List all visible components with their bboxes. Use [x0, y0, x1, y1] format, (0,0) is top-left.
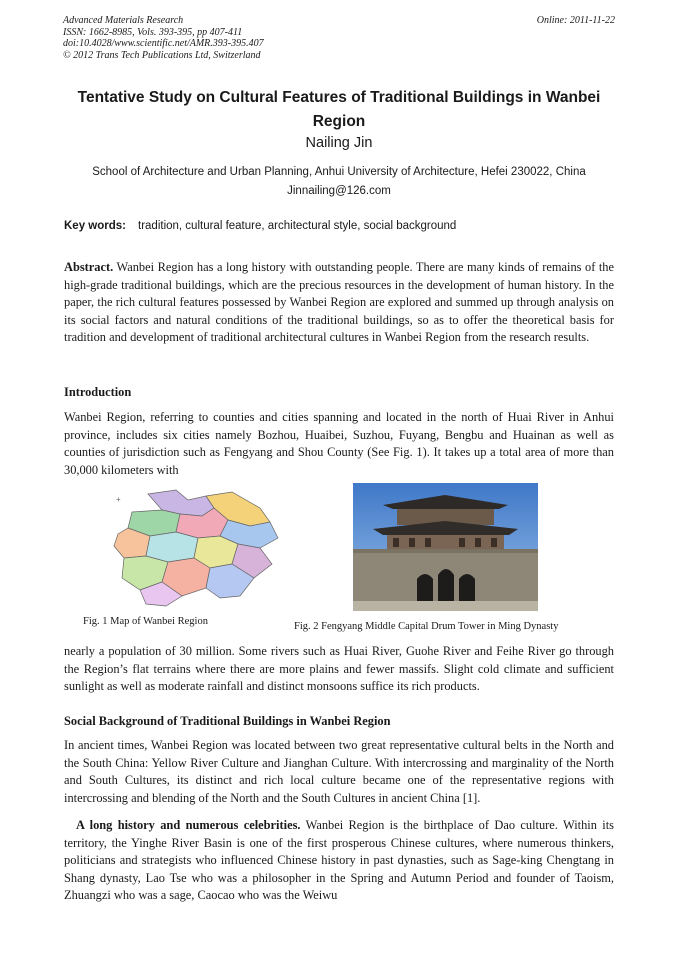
paper-title: Tentative Study on Cultural Features of Traditional Buildings in Wanbei Region	[77, 89, 601, 130]
doi-line: doi:10.4028/www.scientific.net/AMR.393-395.407	[63, 38, 264, 49]
introduction-heading: Introduction	[64, 385, 132, 399]
author-name: Nailing Jin	[305, 135, 373, 151]
affiliation-block	[40, 163, 638, 201]
social-paragraph-1: In ancient times, Wanbei Region was located between two great representative cultural belts in the North and the South China: Yellow River Culture and Jianghan Culture. With intercrossing and marginality of the North and South Cultures, its distinct and rich local culture became one of the representative regions with intercrossing and blending of the North and the South Cultures in ancient China [1].	[64, 738, 614, 805]
fig1-caption: Fig. 1 Map of Wanbei Region	[83, 616, 208, 627]
introduction-paragraph-2: nearly a population of 30 million. Some rivers such as Huai River, Guohe River and Feihe River go through the Region’s flat terrains where there are more plains and fewer massifs. Slight cold climate and sufficient sunlight as well as moderate rainfall and distinct monsoons suffice its rich products.	[64, 644, 614, 694]
affiliation: School of Architecture and Urban Planning, Anhui University of Architecture, Hefei 230022, China	[92, 166, 586, 178]
introduction-paragraph-1: Wanbei Region, referring to counties and cities spanning and located in the north of Huai River in Anhui province, includes six cities namely Bozhou, Huaibei, Suzhou, Fuyang, Bengbu and Huainan as well as counties of jurisdiction such as Fengyang and Shou County (See Fig. 1). It takes up a total area of more than 30,000 kilometers with	[64, 410, 614, 477]
abstract-label: Abstract.	[64, 260, 114, 274]
svg-text:+: +	[116, 495, 121, 504]
abstract-text: Wanbei Region has a long history with outstanding people. There are many kinds of remains of the high-grade traditional buildings, which are the precious resources in the development of human history. In the paper, the rich cultural features possessed by Wanbei Region are explored and summed up through analysis on its social factors and natural conditions of the traditional buildings, so as to offer the theoretical basis for tradition and development of traditional architectural cultures in Wanbei Region from the research results.	[64, 260, 615, 345]
keywords-line	[64, 220, 614, 232]
social-background-heading: Social Background of Traditional Buildings in Wanbei Region	[64, 714, 391, 728]
online-date: Online: 2011-11-22	[536, 15, 615, 26]
drum-tower-photo	[353, 483, 538, 611]
copyright-line: © 2012 Trans Tech Publications Ltd, Switzerland	[63, 49, 261, 61]
author-email[interactable]: Jinnailing@126.com	[287, 185, 391, 197]
keywords-label: Key words:	[64, 220, 126, 232]
journal-name: Advanced Materials Research	[63, 15, 184, 26]
issn-line: ISSN: 1662-8985, Vols. 393-395, pp 407-411	[63, 26, 243, 38]
social-paragraph-2-lead: A long history and numerous celebrities.	[76, 818, 301, 832]
keywords-text: tradition, cultural feature, architectural style, social background	[138, 220, 457, 232]
fig2-caption: Fig. 2 Fengyang Middle Capital Drum Tower in Ming Dynasty	[294, 621, 559, 632]
running-header	[63, 15, 615, 61]
social-paragraph-2-text: Wanbei Region is the birthplace of Dao culture. Within its territory, the Yinghe River Basin is one of the first prosperous Chinese cultures, where numerous thinkers, politicians and strategists who influenced Chinese history in past dynasties, such as Sage-king Chengtang in Shang dynasty, Lao Tse who was a philosopher in the Spring and Autumn Period and founder of Taoism, Zhuangzi who was a sage, Caocao who was the Weiwu	[64, 818, 614, 903]
social-paragraph-2	[64, 817, 614, 905]
wanbei-map-figure	[110, 486, 282, 610]
abstract	[64, 259, 614, 347]
